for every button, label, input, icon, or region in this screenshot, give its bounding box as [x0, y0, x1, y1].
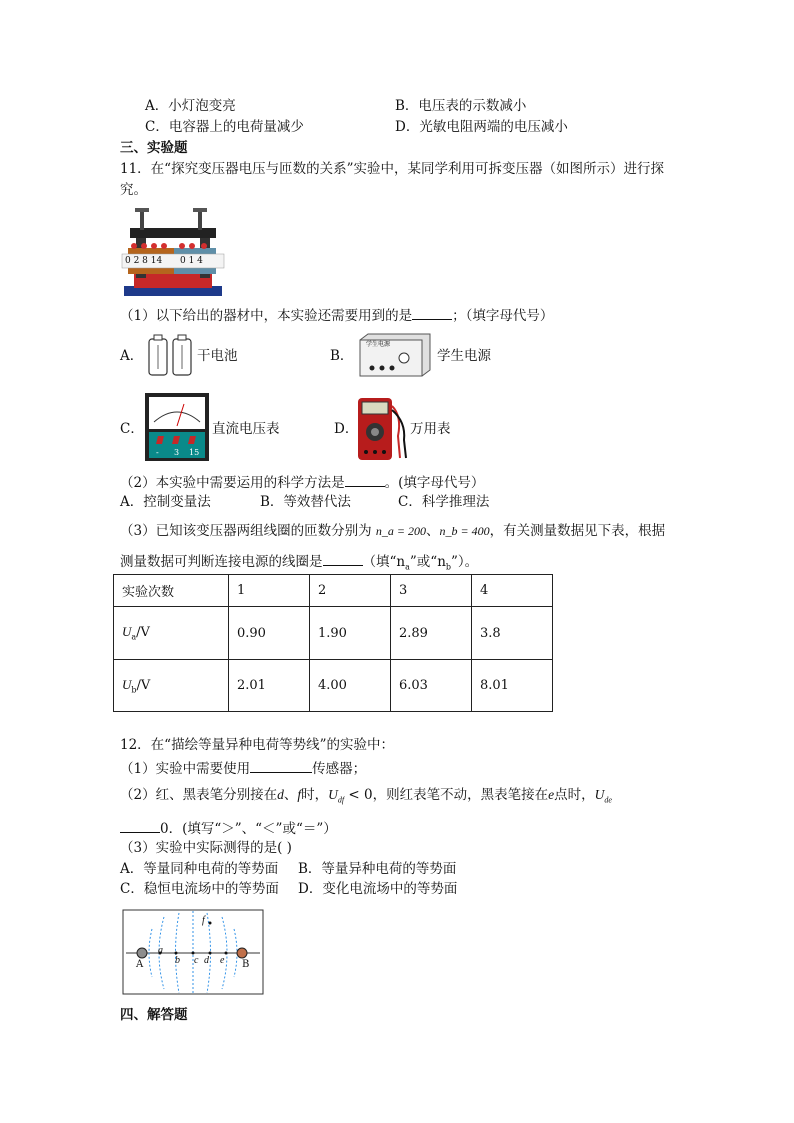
q11-opt-a-letter: A． — [120, 348, 144, 364]
table-cell: 4.00 — [310, 660, 391, 712]
point-f-label: f — [202, 915, 205, 926]
battery-icon — [145, 333, 197, 377]
q11-part3-text-d: （填“n — [362, 554, 406, 570]
q11-part2-text: （2）本实验中需要运用的科学方法是 — [120, 475, 345, 491]
section3-title: 三、实验题 — [120, 140, 188, 156]
charge-a-label: A — [136, 959, 144, 970]
q12-option-b: B．等量异种电荷的等势面 — [298, 861, 457, 877]
q11-part3-line1: （3）已知该变压器两组线圈的匝数分别为 n_a = 200、n_b = 400，有关测量数据见下表，根据 — [120, 523, 666, 539]
table-row — [114, 607, 553, 660]
section4-title: 四、解答题 — [120, 1007, 188, 1023]
q12-option-a: A．等量同种电荷的等势面 — [120, 861, 279, 877]
q11-part2-option-a: A．控制变量法 — [120, 494, 211, 510]
q11-part1-blank[interactable] — [412, 305, 452, 320]
q11-stem-line2: 究。 — [120, 182, 147, 198]
voltmeter-terminal-3: 3 — [174, 448, 180, 457]
point-d-label: d — [204, 955, 209, 966]
q11-part3-text-b: ，有关测量数据见下表，根据 — [489, 523, 666, 539]
q12-part2-text-a: （2）红、黑表笔分别接在 — [120, 787, 278, 803]
q11-part2-blank[interactable] — [345, 472, 385, 487]
point-a-label: a — [158, 945, 163, 956]
voltmeter-terminal-15: 15 — [189, 448, 200, 457]
q11-part1-end: ；（填字母代号） — [452, 308, 554, 324]
q11-part3-blank[interactable] — [323, 551, 363, 566]
q11-opt-c-text: 直流电压表 — [212, 421, 280, 437]
q12-part2-line2 — [120, 818, 337, 838]
transformer-label-right: 0 1 4 — [180, 256, 203, 266]
table-row-label: $U_b/V$ — [114, 660, 229, 712]
q11-part2-end: 。(填字母代号） — [384, 475, 485, 491]
voltmeter-icon — [144, 392, 210, 462]
transformer-figure — [120, 202, 226, 300]
q11-opt-a-text: 干电池 — [197, 348, 238, 364]
q10-option-c: C．电容器上的电荷量减少 — [145, 119, 304, 135]
q12-part2-text-d: ，则红表笔不动，黑表笔接在 — [372, 787, 549, 803]
table-cell: 6.03 — [391, 660, 472, 712]
table-cell: 2.01 — [229, 660, 310, 712]
q11-part3-text-c: 测量数据可判断连接电源的线圈是 — [120, 554, 323, 570]
q12-part2-line2-text: 0．(填写“＞”、“＜”或“＝”） — [160, 821, 337, 837]
measurement-table — [113, 574, 553, 712]
q12-part1 — [120, 758, 366, 778]
table-header-cell: 3 — [391, 575, 472, 607]
q12-part3: （3）实验中实际测得的是( ) — [120, 840, 292, 856]
q11-part2-option-c: C．科学推理法 — [398, 494, 490, 510]
q11-part1 — [120, 305, 553, 325]
q12-part1-text-b: 传感器； — [312, 761, 367, 777]
table-cell: 2.89 — [391, 607, 472, 660]
table-header-cell: 1 — [229, 575, 310, 607]
q11-part3-text-a: （3）已知该变压器两组线圈的匝数分别为 — [120, 523, 372, 539]
table-row-label: $U_a/V$ — [114, 607, 229, 660]
voltmeter-terminal-neg: - — [156, 448, 159, 457]
q11-part3-text-e: ”或“n — [409, 554, 446, 570]
q11-part2-option-b: B．等效替代法 — [260, 494, 351, 510]
table-header-cell: 2 — [310, 575, 391, 607]
q11-opt-d-letter: D． — [334, 421, 359, 437]
table-header-cell: 4 — [472, 575, 553, 607]
q12-option-c: C．稳恒电流场中的等势面 — [120, 881, 279, 897]
q11-opt-c-letter: C． — [120, 421, 144, 437]
multimeter-icon — [356, 396, 408, 462]
point-b-label: b — [175, 955, 180, 966]
q10-option-a: A．小灯泡变亮 — [145, 98, 236, 114]
table-cell: 8.01 — [472, 660, 553, 712]
q12-option-d: D．变化电流场中的等势面 — [298, 881, 458, 897]
q12-part2-text-e: 点时， — [554, 787, 595, 803]
q11-opt-d-text: 万用表 — [410, 421, 451, 437]
q11-part3-line2: 测量数据可判断连接电源的线圈是 （填“$n_a$”或“$n_b$”）。 — [120, 551, 478, 577]
q11-opt-b-letter: B． — [330, 348, 354, 364]
table-cell: 1.90 — [310, 607, 391, 660]
q12-part1-blank[interactable] — [250, 758, 312, 773]
q12-part1-text-a: （1）实验中需要使用 — [120, 761, 251, 777]
equipotential-figure — [122, 909, 264, 995]
table-cell: 3.8 — [472, 607, 553, 660]
na-value: n_a = 200 — [375, 524, 426, 538]
q10-option-b: B．电压表的示数减小 — [395, 98, 527, 114]
q11-part2 — [120, 472, 484, 492]
table-row — [114, 660, 553, 712]
q12-part2-text-b: 、 — [283, 787, 298, 803]
table-header-row — [114, 575, 553, 607]
q12-part2: （2）红、黑表笔分别接在d、f时，$U_{df} < 0$，则红表笔不动，黑表笔接在e点时，$U_{de}$ — [120, 787, 612, 805]
table-header-cell: 实验次数 — [114, 575, 229, 607]
q12-stem: 12．在“描绘等量异种电荷等势线”的实验中： — [120, 737, 394, 753]
q11-opt-b-text: 学生电源 — [437, 348, 491, 364]
q12-part2-text-c: 时， — [301, 787, 329, 803]
q11-part1-text: （1）以下给出的器材中，本实验还需要用到的是 — [120, 308, 413, 324]
point-c-label: c — [194, 955, 199, 966]
q12-part2-blank[interactable] — [120, 818, 160, 833]
charge-b-label: B — [242, 959, 250, 970]
q11-part3-text-f: ”）。 — [451, 554, 479, 570]
power-supply-icon — [358, 332, 432, 378]
point-e-label: e — [220, 955, 225, 966]
q11-stem-line1: 11．在“探究变压器电压与匝数的关系”实验中，某同学利用可拆变压器（如图所示）进行探 — [120, 161, 664, 177]
table-cell: 0.90 — [229, 607, 310, 660]
nb-value: n_b = 400 — [439, 524, 490, 538]
power-supply-label: 学生电源 — [366, 341, 391, 348]
q10-option-d: D．光敏电阻两端的电压减小 — [395, 119, 568, 135]
transformer-label-left: 0 2 8 14 — [125, 256, 163, 266]
